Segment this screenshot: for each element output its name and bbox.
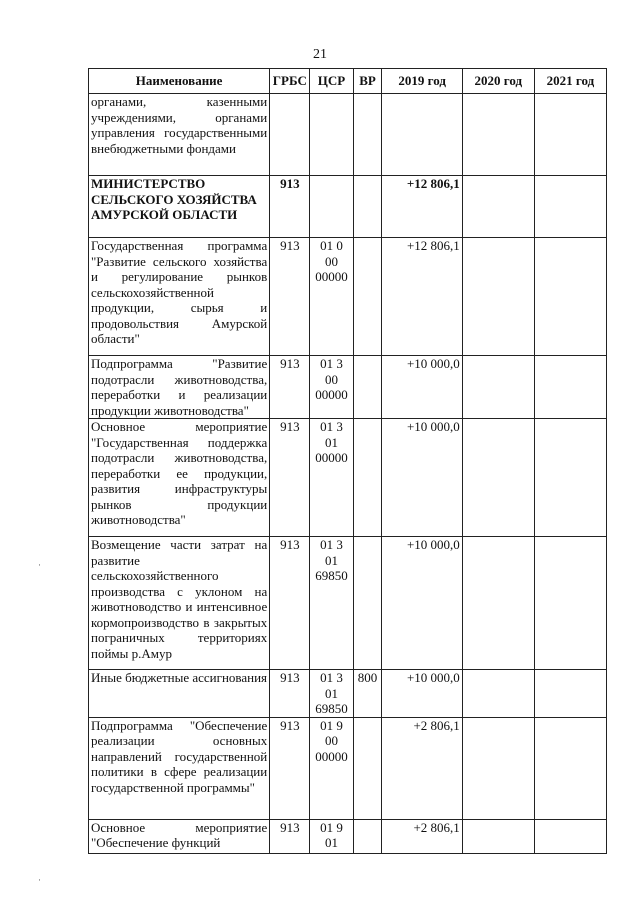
- row-grbs: 913: [270, 819, 310, 853]
- row-vr: 800: [353, 670, 382, 718]
- budget-table: [88, 68, 607, 854]
- row-2021: [534, 717, 606, 819]
- row-vr: [353, 94, 382, 176]
- scan-speck: ·: [38, 875, 41, 885]
- row-2021: [534, 356, 606, 419]
- row-2020: [462, 819, 534, 853]
- row-name: Основное мероприятие "Обеспечение функций: [89, 819, 270, 853]
- row-2019: +10 000,0: [382, 419, 462, 537]
- row-vr: [353, 819, 382, 853]
- row-2021: [534, 238, 606, 356]
- row-2019: +10 000,0: [382, 537, 462, 670]
- row-2020: [462, 537, 534, 670]
- header-vr: ВР: [353, 69, 382, 94]
- row-csr: 01 3 00 00000: [310, 356, 353, 419]
- row-2019: +10 000,0: [382, 356, 462, 419]
- table-row: [89, 176, 607, 238]
- row-2020: [462, 356, 534, 419]
- header-2021: 2021 год: [534, 69, 606, 94]
- row-name: органами, казенными учреждениями, органами управления государственными внебюджетными фондами: [89, 94, 270, 176]
- header-csr: ЦСР: [310, 69, 353, 94]
- row-csr: [310, 176, 353, 238]
- row-csr: [310, 94, 353, 176]
- table-row: [89, 94, 607, 176]
- row-2020: [462, 238, 534, 356]
- row-grbs: 913: [270, 356, 310, 419]
- header-2019: 2019 год: [382, 69, 462, 94]
- row-csr: 01 3 01 69850: [310, 537, 353, 670]
- table-row: [89, 819, 607, 853]
- row-name: Возмещение части затрат на развитие сельскохозяйственного производства с уклоном на животноводство и интенсивное кормопроизводство в закрытых пограничных территориях поймы р.Амур: [89, 537, 270, 670]
- row-2020: [462, 176, 534, 238]
- row-grbs: 913: [270, 176, 310, 238]
- row-csr: 01 3 01 69850: [310, 670, 353, 718]
- row-2021: [534, 176, 606, 238]
- row-vr: [353, 537, 382, 670]
- header-grbs: ГРБС: [270, 69, 310, 94]
- row-vr: [353, 717, 382, 819]
- row-csr: 01 9 01: [310, 819, 353, 853]
- table-row: [89, 670, 607, 718]
- row-vr: [353, 238, 382, 356]
- row-2020: [462, 670, 534, 718]
- row-2020: [462, 94, 534, 176]
- row-2019: +2 806,1: [382, 717, 462, 819]
- row-2019: [382, 94, 462, 176]
- row-vr: [353, 419, 382, 537]
- scan-speck: ·: [38, 560, 41, 570]
- table-row: [89, 238, 607, 356]
- row-2021: [534, 94, 606, 176]
- page-number: 21: [313, 47, 327, 62]
- row-2019: +10 000,0: [382, 670, 462, 718]
- row-name: Подпрограмма "Развитие подотрасли животноводства, переработки и реализации продукции животноводства": [89, 356, 270, 419]
- row-2019: +12 806,1: [382, 238, 462, 356]
- header-2020: 2020 год: [462, 69, 534, 94]
- row-vr: [353, 356, 382, 419]
- table-row: [89, 537, 607, 670]
- row-grbs: 913: [270, 238, 310, 356]
- row-grbs: [270, 94, 310, 176]
- row-name: Государственная программа "Развитие сельского хозяйства и регулирование рынков сельскохозяйственной продукции, сырья и продовольствия Амурской области": [89, 238, 270, 356]
- table-header-row: [89, 69, 607, 94]
- row-name: Иные бюджетные ассигнования: [89, 670, 270, 718]
- row-name: Подпрограмма "Обеспечение реализации основных направлений государственной политики в сфере реализации государственной программы": [89, 717, 270, 819]
- row-2020: [462, 717, 534, 819]
- row-vr: [353, 176, 382, 238]
- row-2021: [534, 419, 606, 537]
- row-grbs: 913: [270, 537, 310, 670]
- row-2021: [534, 537, 606, 670]
- header-name: Наименование: [89, 69, 270, 94]
- table-row: [89, 419, 607, 537]
- row-grbs: 913: [270, 419, 310, 537]
- row-name: Основное мероприятие "Государственная поддержка подотрасли животноводства, переработки ее продукции, развития инфраструктуры рынков продукции животноводства": [89, 419, 270, 537]
- row-grbs: 913: [270, 717, 310, 819]
- row-2019: +12 806,1: [382, 176, 462, 238]
- row-name: МИНИСТЕРСТВО СЕЛЬСКОГО ХОЗЯЙСТВА АМУРСКОЙ ОБЛАСТИ: [89, 176, 270, 238]
- row-2021: [534, 670, 606, 718]
- row-csr: 01 0 00 00000: [310, 238, 353, 356]
- row-grbs: 913: [270, 670, 310, 718]
- row-csr: 01 3 01 00000: [310, 419, 353, 537]
- row-2020: [462, 419, 534, 537]
- row-2021: [534, 819, 606, 853]
- table-row: [89, 717, 607, 819]
- table-row: [89, 356, 607, 419]
- row-2019: +2 806,1: [382, 819, 462, 853]
- row-csr: 01 9 00 00000: [310, 717, 353, 819]
